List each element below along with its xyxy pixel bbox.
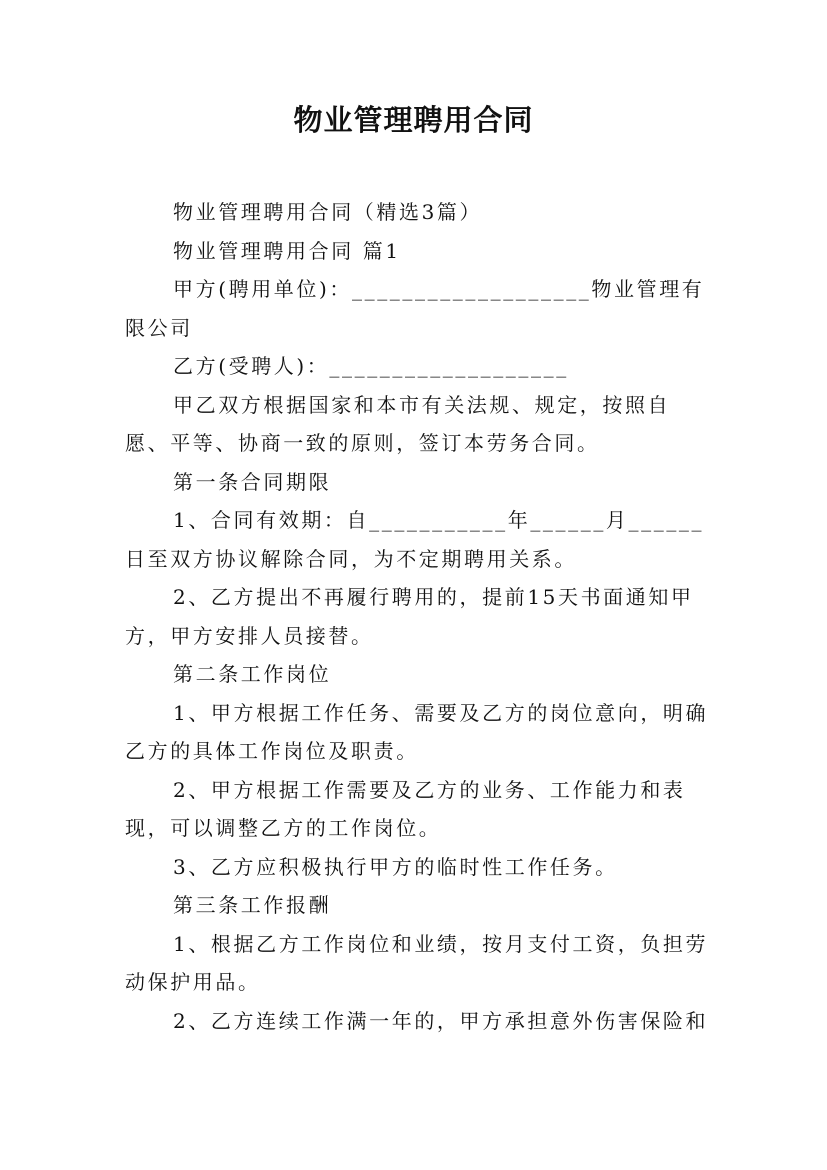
paragraph-position-3: 3、乙方应积极执行甲方的临时性工作任务。 [173,854,618,879]
paragraph-term-2: 2、乙方提出不再履行聘用的，提前15天书面通知甲方，甲方安排人员接替。 [125,585,694,648]
paragraph-pay-2: 2、乙方连续工作满一年的，甲方承担意外伤害保险和 [173,1008,709,1033]
article-heading-pay: 第三条工作报酬 [173,893,332,917]
paragraph-term-1: 1、合同有效期：自___________年______月______日至双方协议解除合同，为不定期聘用关系。 [125,508,705,571]
paragraph-section-heading: 物业管理聘用合同 篇1 [173,238,401,263]
paragraph-position-2: 2、甲方根据工作需要及乙方的业务、工作能力和表现，可以调整乙方的工作岗位。 [125,777,686,840]
paragraph-party-a: 甲方(聘用单位)：___________________物业管理有限公司 [125,277,705,340]
document-title: 物业管理聘用合同 [293,103,534,137]
paragraph-subtitle: 物业管理聘用合同（精选3篇） [173,200,483,224]
article-heading-position: 第二条工作岗位 [173,662,332,686]
article-heading-term: 第一条合同期限 [173,469,332,494]
document-body [125,193,710,1040]
paragraph-preamble: 甲乙双方根据国家和本市有关法规、规定，按照自愿、平等、协商一致的原则，签订本劳务合同。 [125,392,671,455]
paragraph-party-b: 乙方(受聘人)：___________________ [173,354,569,378]
paragraph-pay-1: 1、根据乙方工作岗位和业绩，按月支付工资，负担劳动保护用品。 [125,931,709,994]
paragraph-position-1: 1、甲方根据工作任务、需要及乙方的岗位意向，明确乙方的具体工作岗位及职责。 [125,700,709,763]
